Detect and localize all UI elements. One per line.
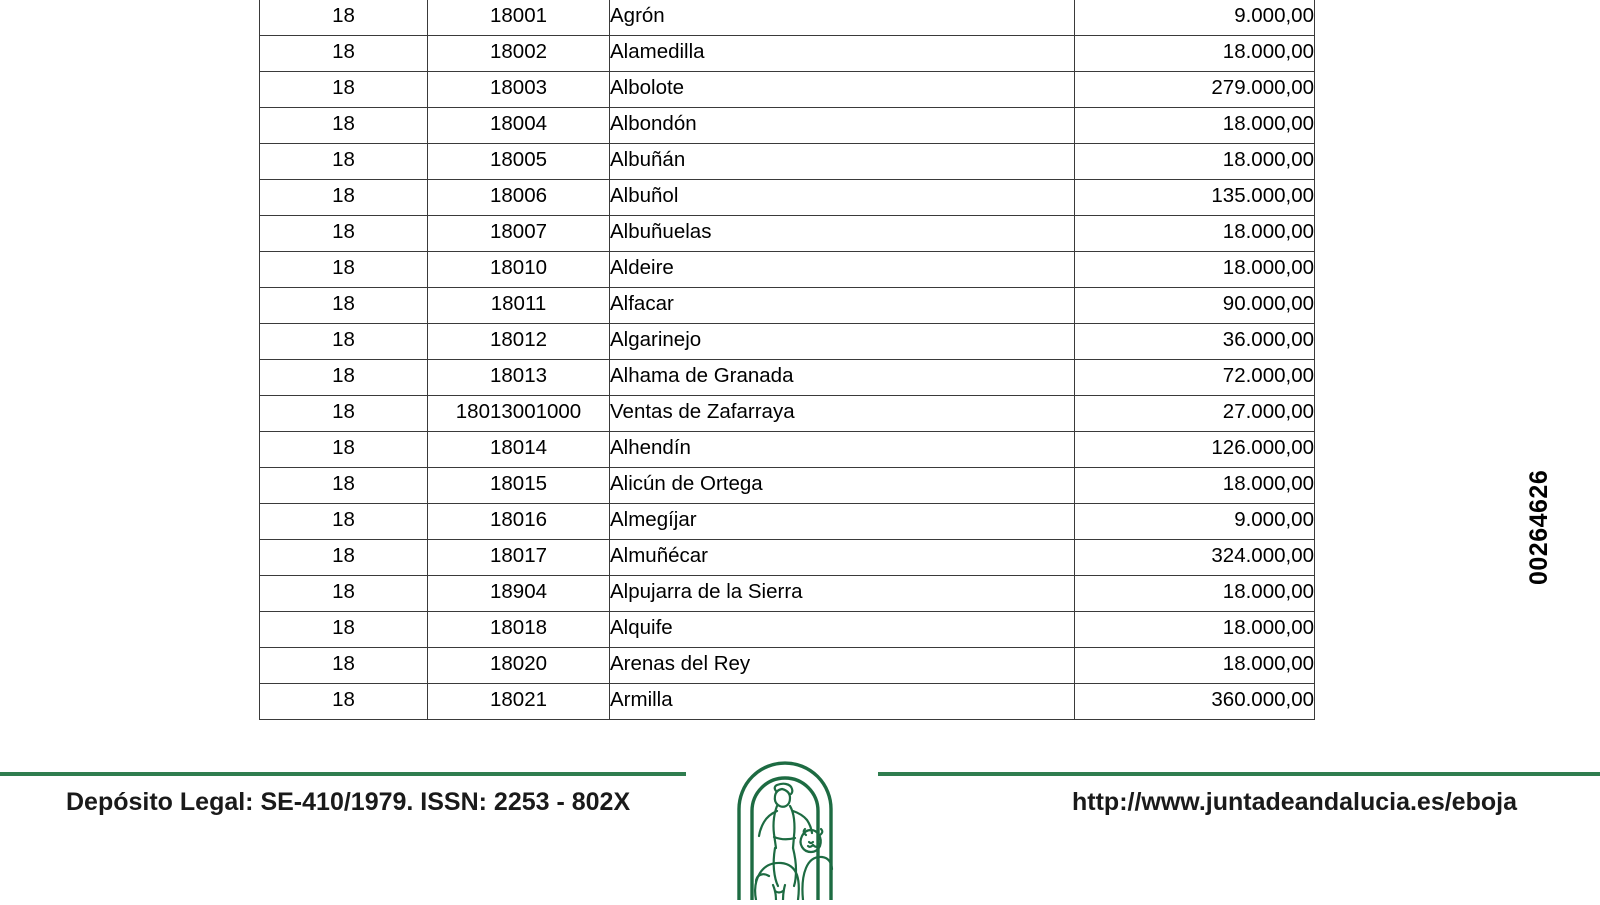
cell-municipality-code: 18020 — [428, 648, 610, 684]
cell-amount: 90.000,00 — [1075, 288, 1315, 324]
table-row — [260, 288, 1315, 324]
cell-amount: 324.000,00 — [1075, 540, 1315, 576]
cell-amount: 126.000,00 — [1075, 432, 1315, 468]
table-row — [260, 612, 1315, 648]
document-reference-number: 00264626 — [1525, 469, 1553, 585]
table-body — [260, 0, 1315, 720]
cell-amount: 36.000,00 — [1075, 324, 1315, 360]
cell-municipality-name: Armilla — [610, 684, 1075, 720]
cell-amount: 18.000,00 — [1075, 108, 1315, 144]
cell-municipality-code: 18007 — [428, 216, 610, 252]
cell-province: 18 — [260, 576, 428, 612]
cell-municipality-code: 18005 — [428, 144, 610, 180]
table-row — [260, 72, 1315, 108]
junta-de-andalucia-logo — [725, 745, 845, 900]
cell-municipality-name: Albuñán — [610, 144, 1075, 180]
cell-amount: 18.000,00 — [1075, 648, 1315, 684]
cell-municipality-code: 18018 — [428, 612, 610, 648]
cell-province: 18 — [260, 0, 428, 36]
table-row — [260, 36, 1315, 72]
cell-province: 18 — [260, 396, 428, 432]
municipality-grants-table — [259, 0, 1315, 720]
cell-amount: 18.000,00 — [1075, 468, 1315, 504]
table-row — [260, 360, 1315, 396]
cell-municipality-code: 18011 — [428, 288, 610, 324]
cell-amount: 18.000,00 — [1075, 612, 1315, 648]
cell-municipality-code: 18013 — [428, 360, 610, 396]
cell-amount: 135.000,00 — [1075, 180, 1315, 216]
cell-municipality-name: Algarinejo — [610, 324, 1075, 360]
cell-province: 18 — [260, 144, 428, 180]
table-row — [260, 684, 1315, 720]
table-row — [260, 216, 1315, 252]
cell-province: 18 — [260, 504, 428, 540]
table-row — [260, 324, 1315, 360]
cell-province: 18 — [260, 324, 428, 360]
cell-municipality-name: Alamedilla — [610, 36, 1075, 72]
cell-municipality-code: 18017 — [428, 540, 610, 576]
cell-amount: 279.000,00 — [1075, 72, 1315, 108]
cell-municipality-code: 18001 — [428, 0, 610, 36]
cell-province: 18 — [260, 72, 428, 108]
cell-amount: 9.000,00 — [1075, 0, 1315, 36]
cell-municipality-name: Almuñécar — [610, 540, 1075, 576]
table-row — [260, 144, 1315, 180]
cell-province: 18 — [260, 360, 428, 396]
cell-municipality-name: Albuñuelas — [610, 216, 1075, 252]
cell-municipality-code: 18004 — [428, 108, 610, 144]
cell-municipality-code: 18904 — [428, 576, 610, 612]
cell-municipality-name: Agrón — [610, 0, 1075, 36]
cell-province: 18 — [260, 252, 428, 288]
cell-municipality-name: Arenas del Rey — [610, 648, 1075, 684]
cell-amount: 18.000,00 — [1075, 36, 1315, 72]
cell-amount: 9.000,00 — [1075, 504, 1315, 540]
cell-municipality-name: Albuñol — [610, 180, 1075, 216]
table-row — [260, 0, 1315, 36]
cell-municipality-code: 18021 — [428, 684, 610, 720]
cell-province: 18 — [260, 36, 428, 72]
table-row — [260, 504, 1315, 540]
table-row — [260, 180, 1315, 216]
footer-rule-right — [878, 772, 1600, 776]
cell-municipality-name: Alpujarra de la Sierra — [610, 576, 1075, 612]
cell-municipality-name: Albondón — [610, 108, 1075, 144]
cell-province: 18 — [260, 216, 428, 252]
cell-province: 18 — [260, 612, 428, 648]
table-row — [260, 432, 1315, 468]
table-row — [260, 396, 1315, 432]
cell-amount: 72.000,00 — [1075, 360, 1315, 396]
table-row — [260, 252, 1315, 288]
cell-province: 18 — [260, 180, 428, 216]
cell-municipality-code: 18012 — [428, 324, 610, 360]
table-row — [260, 648, 1315, 684]
table-row — [260, 540, 1315, 576]
cell-municipality-name: Almegíjar — [610, 504, 1075, 540]
cell-amount: 18.000,00 — [1075, 252, 1315, 288]
cell-province: 18 — [260, 684, 428, 720]
cell-municipality-code: 18014 — [428, 432, 610, 468]
cell-amount: 18.000,00 — [1075, 576, 1315, 612]
table-row — [260, 576, 1315, 612]
cell-municipality-code: 18006 — [428, 180, 610, 216]
cell-municipality-code: 18015 — [428, 468, 610, 504]
footer-url-text: http://www.juntadeandalucia.es/eboja — [1072, 788, 1517, 816]
footer-deposit-legal-text: Depósito Legal: SE-410/1979. ISSN: 2253 - 802X — [66, 788, 631, 816]
cell-province: 18 — [260, 540, 428, 576]
table-row — [260, 108, 1315, 144]
cell-municipality-code: 18010 — [428, 252, 610, 288]
cell-province: 18 — [260, 288, 428, 324]
cell-amount: 360.000,00 — [1075, 684, 1315, 720]
cell-municipality-name: Ventas de Zafarraya — [610, 396, 1075, 432]
cell-municipality-name: Alicún de Ortega — [610, 468, 1075, 504]
cell-province: 18 — [260, 468, 428, 504]
cell-municipality-name: Alquife — [610, 612, 1075, 648]
cell-municipality-code: 18016 — [428, 504, 610, 540]
cell-amount: 18.000,00 — [1075, 216, 1315, 252]
cell-municipality-name: Alfacar — [610, 288, 1075, 324]
cell-municipality-name: Albolote — [610, 72, 1075, 108]
cell-municipality-code: 18013001000 — [428, 396, 610, 432]
cell-amount: 18.000,00 — [1075, 144, 1315, 180]
cell-province: 18 — [260, 648, 428, 684]
cell-municipality-code: 18003 — [428, 72, 610, 108]
cell-province: 18 — [260, 108, 428, 144]
cell-municipality-name: Alhama de Granada — [610, 360, 1075, 396]
cell-municipality-name: Aldeire — [610, 252, 1075, 288]
cell-amount: 27.000,00 — [1075, 396, 1315, 432]
footer-rule-left — [0, 772, 686, 776]
cell-municipality-name: Alhendín — [610, 432, 1075, 468]
page-footer — [0, 745, 1600, 900]
table-row — [260, 468, 1315, 504]
cell-province: 18 — [260, 432, 428, 468]
cell-municipality-code: 18002 — [428, 36, 610, 72]
